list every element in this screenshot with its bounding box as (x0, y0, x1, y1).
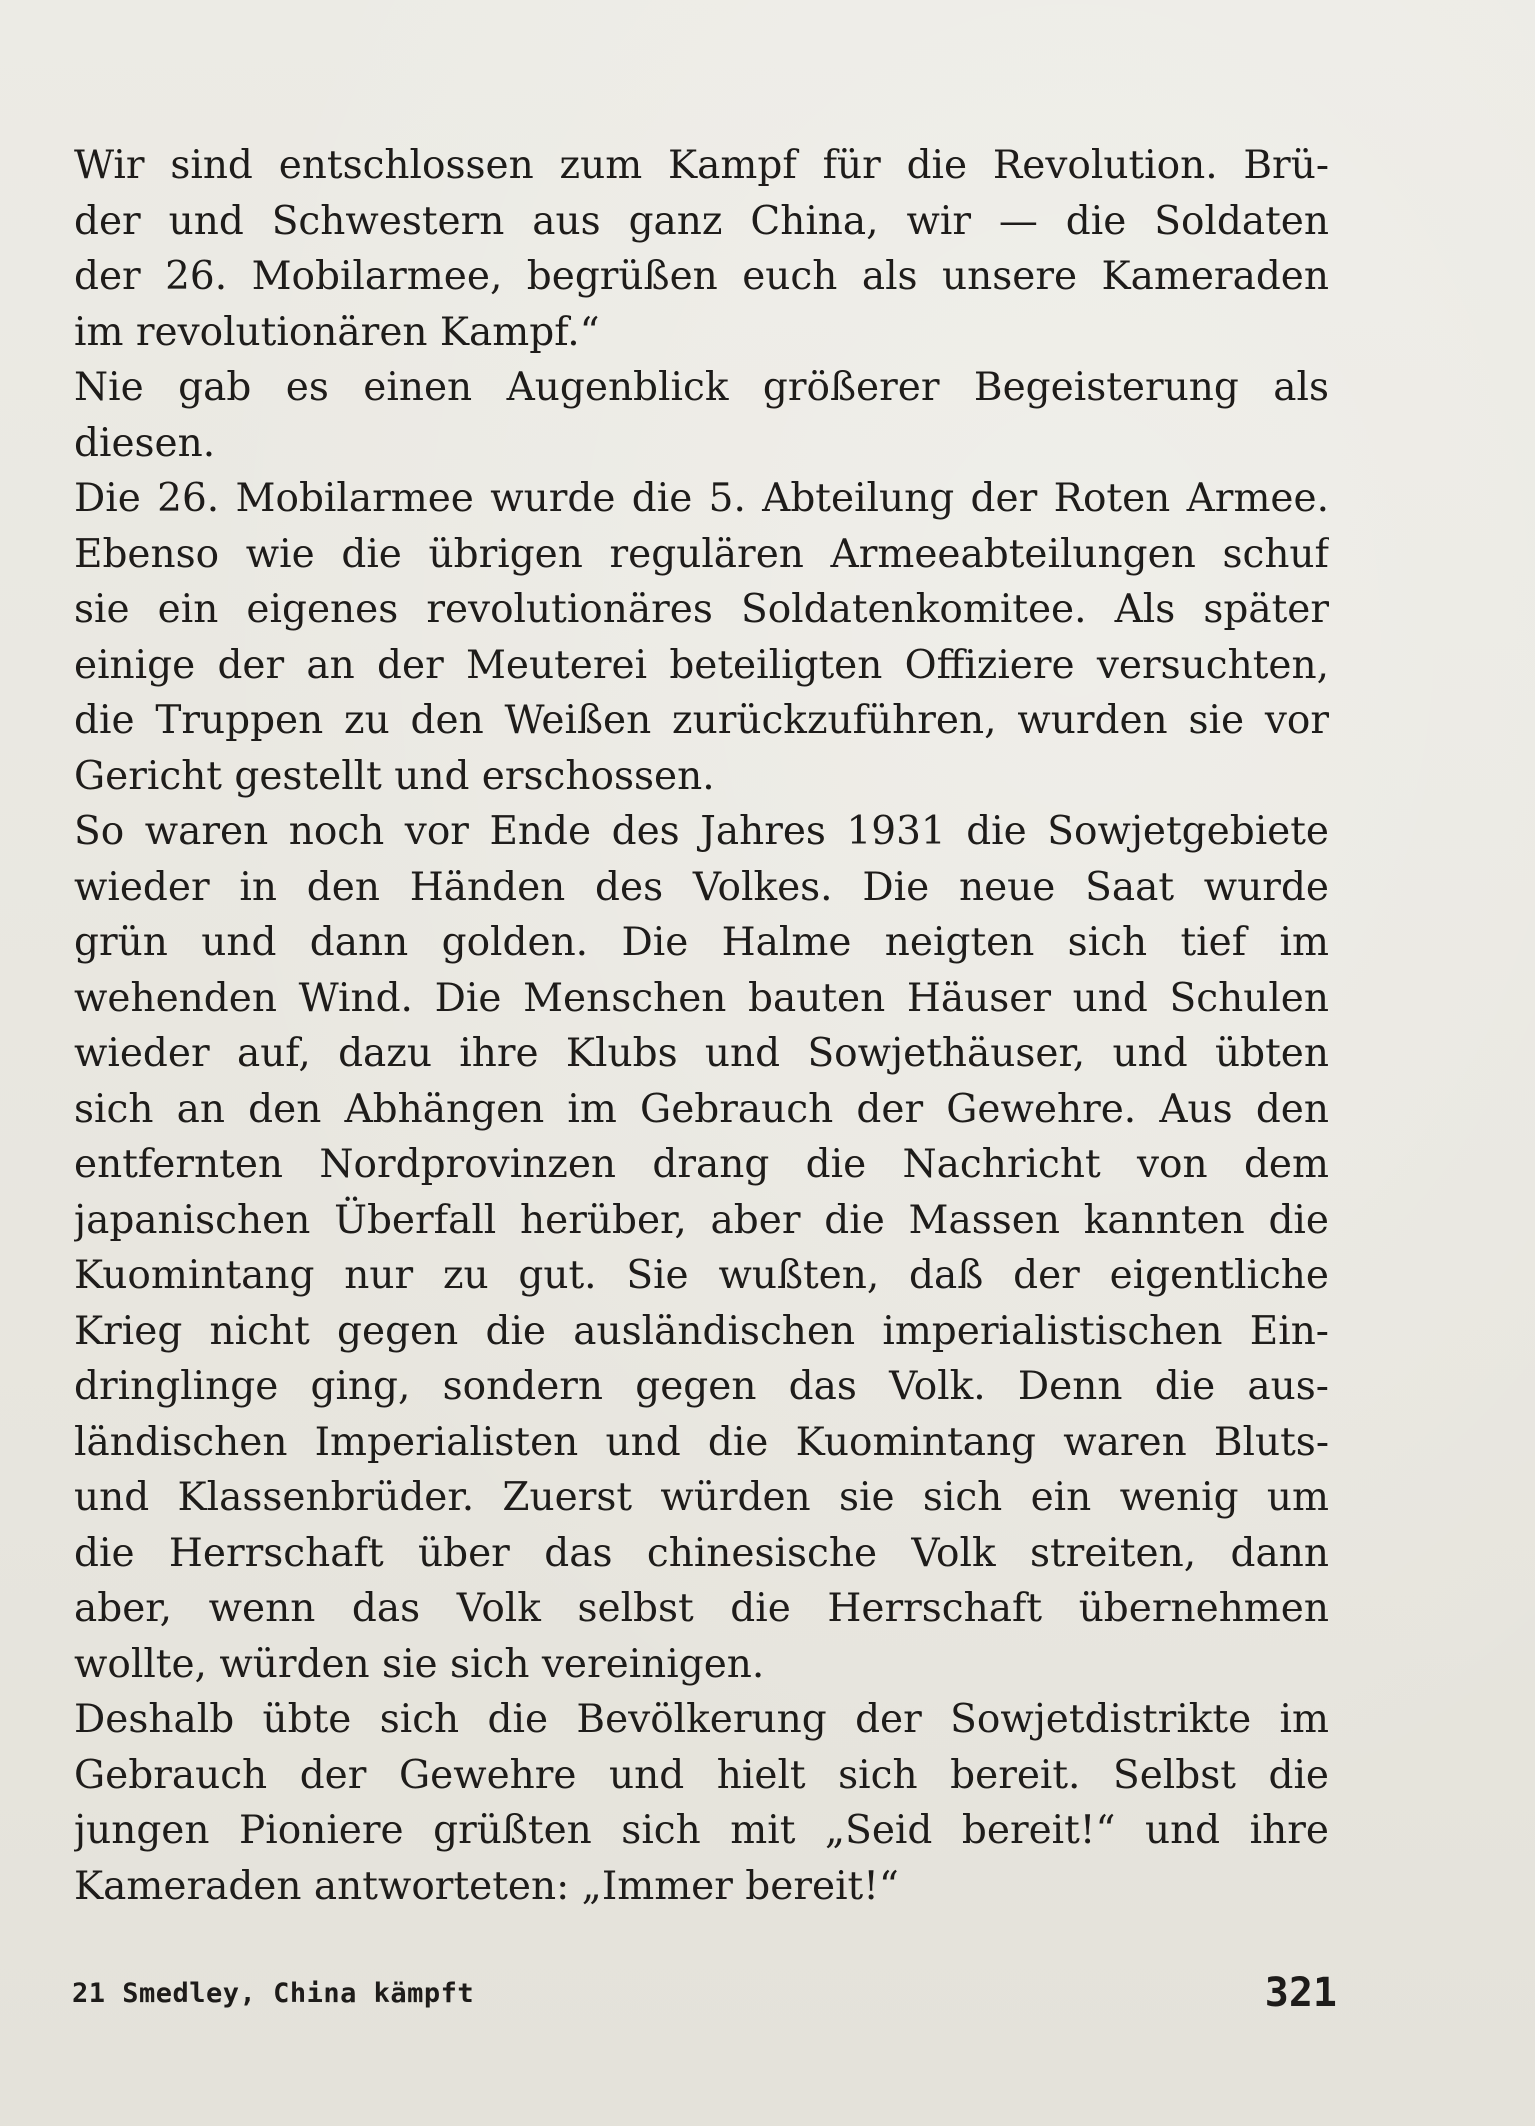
text-line: wollte, würden sie sich vereinigen. (74, 1641, 765, 1687)
text-line: Deshalb übte sich die Bevölkerung der Sowjetdistrikte im (74, 1697, 1329, 1742)
text-line: wehenden Wind. Die Menschen bauten Häuser und Schulen (74, 975, 1329, 1021)
text-line: die Truppen zu den Weißen zurückzuführen, wurden sie vor (74, 698, 1329, 743)
text-line: sie ein eigenes revolutionäres Soldatenkomitee. Als später (74, 587, 1329, 632)
text-line: entfernten Nordprovinzen drang die Nachricht von dem (74, 1142, 1329, 1187)
text-line: Wir sind entschlossen zum Kampf für die Revolution. Brü- (74, 143, 1329, 188)
text-line: Kameraden antworteten: „Immer bereit!“ (74, 1863, 899, 1909)
text-line: ländischen Imperialisten und die Kuomintang waren Bluts- (74, 1419, 1329, 1465)
text-line: sich an den Abhängen im Gebrauch der Gewehre. Aus den (74, 1086, 1329, 1132)
text-line: grün und dann golden. Die Halme neigten sich tief im (74, 920, 1329, 965)
text-line: jungen Pioniere grüßten sich mit „Seid bereit!“ und ihre (74, 1808, 1329, 1853)
text-line: So waren noch vor Ende des Jahres 1931 die Sowjetgebiete (74, 809, 1329, 854)
text-line: der und Schwestern aus ganz China, wir — die Soldaten (74, 198, 1329, 244)
text-line: und Klassenbrüder. Zuerst würden sie sich ein wenig um (74, 1475, 1329, 1520)
text-line: diesen. (74, 420, 216, 466)
page-footer (72, 1970, 1337, 2020)
text-line: Die 26. Mobilarmee wurde die 5. Abteilung der Roten Armee. (74, 476, 1329, 521)
signature-mark: 21 Smedley, China kämpft (72, 1978, 475, 2009)
text-line: japanischen Überfall herüber, aber die Massen kannten die (74, 1197, 1329, 1243)
text-line: Ebenso wie die übrigen regulären Armeeabteilungen schuf (74, 531, 1329, 577)
text-line: Nie gab es einen Augenblick größerer Begeisterung als (74, 365, 1329, 410)
text-line: Krieg nicht gegen die ausländischen imperialistischen Ein- (74, 1308, 1329, 1354)
text-line: dringlinge ging, sondern gegen das Volk. Denn die aus- (74, 1364, 1329, 1409)
text-line: Kuomintang nur zu gut. Sie wußten, daß der eigentliche (74, 1253, 1329, 1298)
text-line: Gebrauch der Gewehre und hielt sich bereit. Selbst die (74, 1752, 1329, 1798)
page-number: 321 (1264, 1970, 1337, 2016)
text-line: wieder in den Händen des Volkes. Die neue Saat wurde (74, 864, 1329, 910)
text-line: aber, wenn das Volk selbst die Herrschaft übernehmen (74, 1586, 1329, 1631)
text-line: die Herrschaft über das chinesische Volk streiten, dann (74, 1530, 1329, 1576)
text-line: wieder auf, dazu ihre Klubs und Sowjethäuser, und übten (74, 1031, 1329, 1076)
text-line: der 26. Mobilarmee, begrüßen euch als unsere Kameraden (74, 254, 1329, 299)
text-line: im revolutionären Kampf.“ (74, 309, 600, 355)
body-text (74, 138, 1329, 1914)
text-line: Gericht gestellt und erschossen. (74, 753, 715, 799)
text-line: einige der an der Meuterei beteiligten Offiziere versuchten, (74, 642, 1329, 688)
